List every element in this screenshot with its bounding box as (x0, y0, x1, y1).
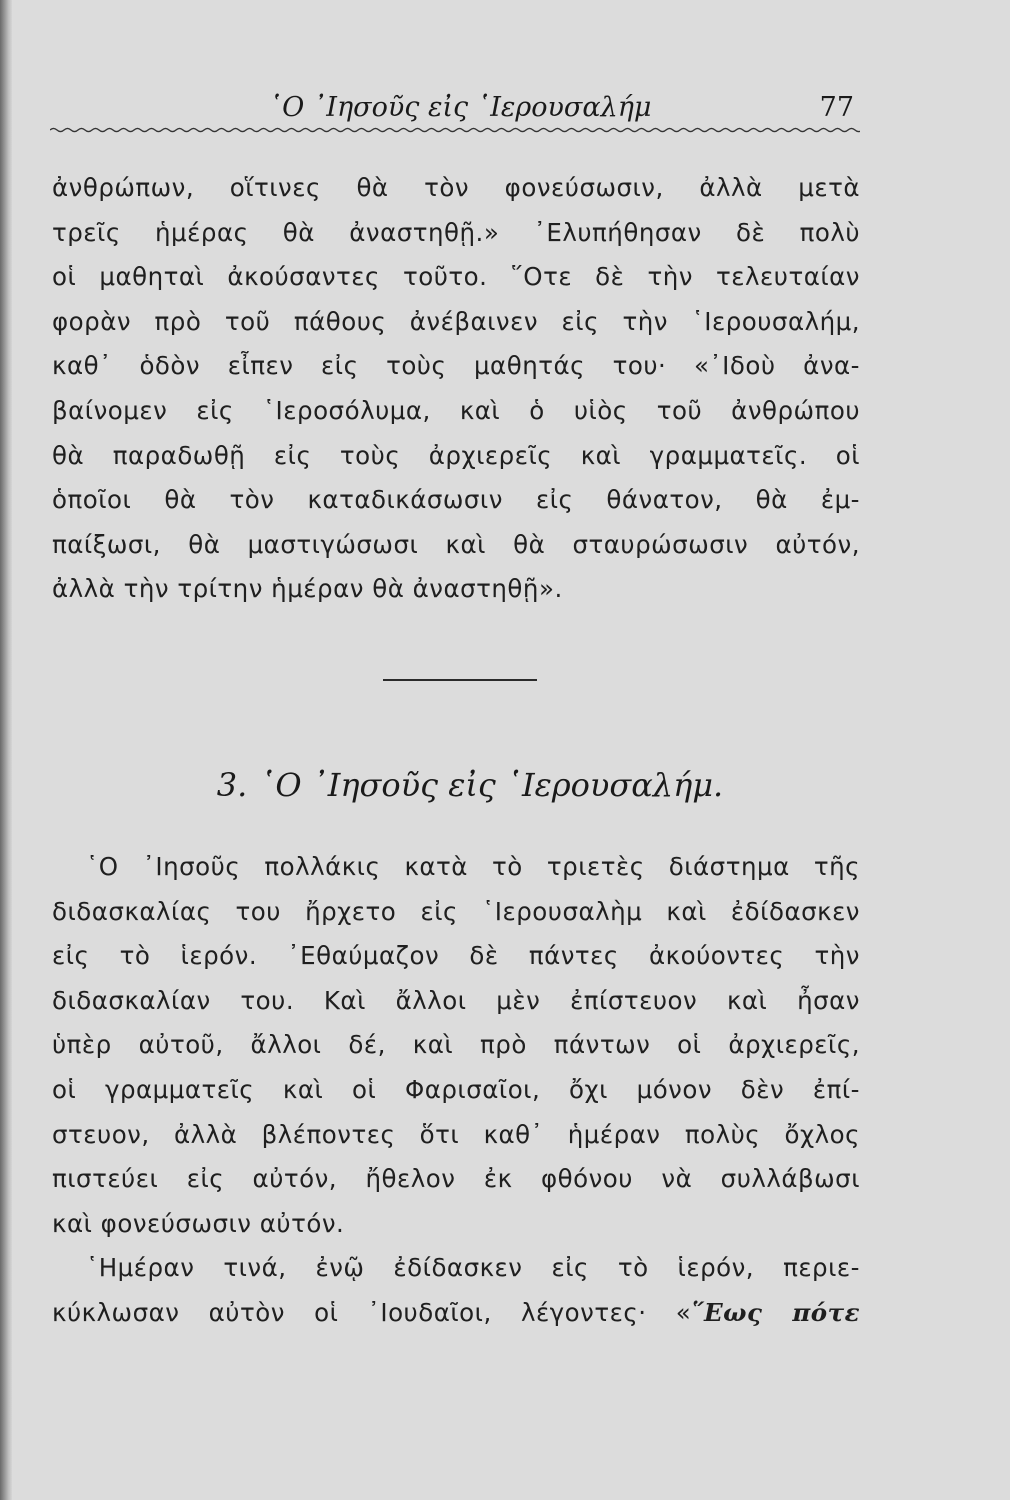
text-line: καὶ φονεύσωσιν αὐτόν. (52, 1208, 345, 1238)
text-line-part: κύκλωσαν αὐτὸν οἱ ᾿Ιουδαῖοι, λέγοντες· « (52, 1297, 692, 1327)
text-line (52, 1291, 860, 1336)
text-line: τρεῖς ἡμέρας θὰ ἀναστηθῇ.» ᾿Ελυπήθησαν δὲ πολὺ (52, 217, 860, 247)
section-title: ῾Ο ᾿Ιησοῦς εἰς ῾Ιερουσαλήμ. (259, 766, 724, 804)
page-number: 77 (819, 92, 854, 123)
text-line: οἱ γραμματεῖς καὶ οἱ Φαρισαῖοι, ὄχι μόνον δὲν ἐπί- (52, 1074, 860, 1104)
section-heading (140, 760, 800, 810)
text-line: ὁποῖοι θὰ τὸν καταδικάσωσιν εἰς θάνατον, θὰ ἐμ- (52, 485, 860, 515)
wavy-header-rule (50, 124, 860, 136)
paragraph-continued (52, 166, 860, 612)
section-divider (383, 679, 537, 681)
text-line: ἀνθρώπων, οἵτινες θὰ τὸν φονεύσωσιν, ἀλλὰ μετὰ (52, 173, 860, 202)
text-line: ὑπὲρ αὐτοῦ, ἄλλοι δέ, καὶ πρὸ πάντων οἱ ἀρχιερεῖς, (52, 1030, 860, 1060)
text-line: οἱ μαθηταὶ ἀκούσαντες τοῦτο. ῞Οτε δὲ τὴν τελευταίαν (52, 262, 860, 292)
page-header (50, 88, 860, 128)
text-line: διδασκαλίαν του. Καὶ ἄλλοι μὲν ἐπίστευον καὶ ἦσαν (52, 985, 860, 1015)
text-line: βαίνομεν εἰς ῾Ιεροσόλυμα, καὶ ὁ υἱὸς τοῦ ἀνθρώπου (52, 395, 860, 425)
text-line: καθ᾿ ὁδὸν εἶπεν εἰς τοὺς μαθητάς του· «᾿Ιδοὺ ἀνα- (52, 351, 860, 381)
paragraph-section-3 (52, 845, 860, 1336)
text-line: φορὰν πρὸ τοῦ πάθους ἀνέβαινεν εἰς τὴν ῾Ιερουσαλήμ, (52, 306, 860, 336)
page-binding-edge (0, 0, 12, 1500)
emphasized-text: ῞Εως πότε (691, 1297, 860, 1327)
section-number: 3. (216, 766, 248, 804)
running-title: ῾Ο ᾿Ιησοῦς εἰς ῾Ιερουσαλήμ (268, 92, 652, 123)
text-line: στευον, ἀλλὰ βλέποντες ὅτι καθ᾿ ἡμέραν πολὺς ὄχλος (52, 1119, 860, 1149)
text-line: ῾Ο ᾿Ιησοῦς πολλάκις κατὰ τὸ τριετὲς διάστημα τῆς (86, 852, 860, 881)
text-line: ῾Ημέραν τινά, ἐνῷ ἐδίδασκεν εἰς τὸ ἱερόν, περιε- (86, 1253, 860, 1283)
text-line: διδασκαλίας του ἤρχετο εἰς ῾Ιερουσαλὴμ καὶ ἐδίδασκεν (52, 896, 860, 926)
text-line: θὰ παραδωθῇ εἰς τοὺς ἀρχιερεῖς καὶ γραμματεῖς. οἱ (52, 440, 860, 470)
text-line: ἀλλὰ τὴν τρίτην ἡμέραν θὰ ἀναστηθῇ». (52, 574, 563, 604)
text-line: παίξωσι, θὰ μαστιγώσωσι καὶ θὰ σταυρώσωσιν αὐτόν, (52, 529, 860, 559)
text-line: πιστεύει εἰς αὐτόν, ἤθελον ἐκ φθόνου νὰ συλλάβωσι (52, 1164, 860, 1194)
text-line: εἰς τὸ ἱερόν. ᾿Εθαύμαζον δὲ πάντες ἀκούοντες τὴν (52, 941, 860, 971)
